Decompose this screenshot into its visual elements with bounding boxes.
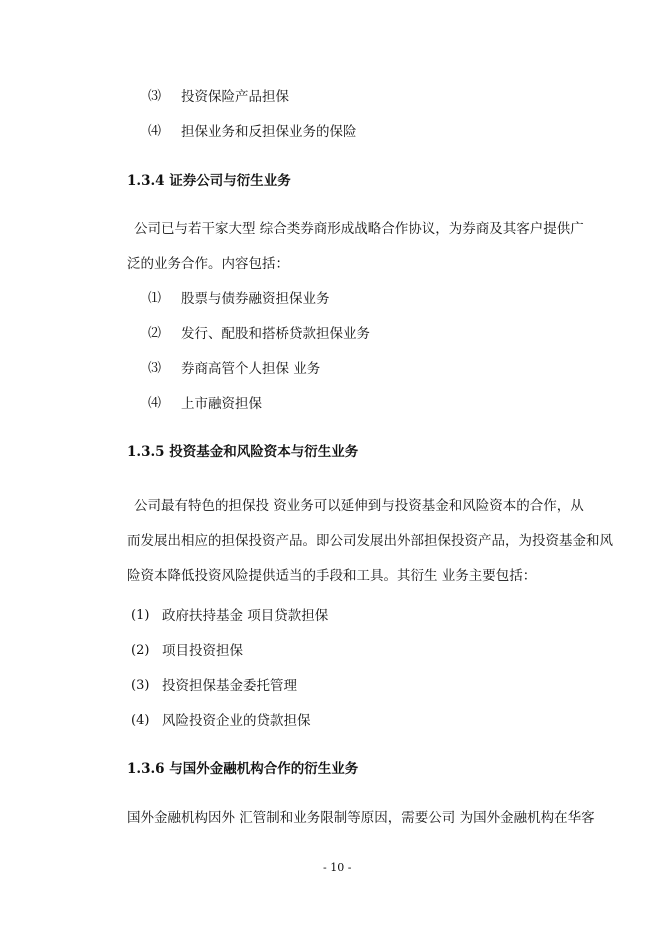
list-item: 投资保险产品担保 bbox=[181, 89, 289, 105]
paragraph-line: 公司已与若干家大型 综合类券商形成战略合作协议，为券商及其客户提供广 bbox=[134, 221, 584, 237]
list-item: 项目投资担保 bbox=[162, 643, 243, 659]
list-item: 券商高管个人担保 业务 bbox=[181, 361, 321, 377]
list-item: 投资担保基金委托管理 bbox=[162, 678, 297, 694]
paragraph-line: 泛的业务合作。内容包括： bbox=[127, 256, 289, 272]
list-number: (3) bbox=[131, 678, 150, 693]
page-number: - 10 - bbox=[323, 861, 352, 874]
list-number: ⑶ bbox=[148, 361, 162, 376]
list-item: 担保业务和反担保业务的保险 bbox=[181, 124, 357, 140]
paragraph-line: 公司最有特色的担保投 资业务可以延伸到与投资基金和风险资本的合作，从 bbox=[134, 498, 584, 514]
list-item: 风险投资企业的贷款担保 bbox=[162, 713, 311, 729]
list-number: ⑵ bbox=[148, 326, 162, 341]
section-heading: 1.3.5 投资基金和风险资本与衍生业务 bbox=[127, 444, 359, 460]
list-item: 股票与债券融资担保业务 bbox=[181, 291, 330, 307]
paragraph-line: 而发展出相应的担保投资产品。即公司发展出外部担保投资产品，为投资基金和风 bbox=[127, 533, 613, 549]
list-number: (2) bbox=[131, 643, 150, 658]
list-number: ⑴ bbox=[148, 291, 162, 306]
list-item: 政府扶持基金 项目贷款担保 bbox=[162, 608, 329, 624]
list-number: ⑷ bbox=[148, 396, 162, 411]
list-item: 上市融资担保 bbox=[181, 396, 262, 412]
list-number: ⑶ bbox=[148, 89, 162, 104]
list-number: (1) bbox=[131, 608, 150, 623]
list-number: ⑷ bbox=[148, 124, 162, 139]
list-item: 发行、配股和搭桥贷款担保业务 bbox=[181, 326, 370, 342]
section-heading: 1.3.6 与国外金融机构合作的衍生业务 bbox=[127, 761, 359, 777]
paragraph-line: 国外金融机构因外 汇管制和业务限制等原因，需要公司 为国外金融机构在华客 bbox=[127, 810, 595, 826]
list-number: (4) bbox=[131, 713, 150, 728]
section-heading: 1.3.4 证券公司与衍生业务 bbox=[127, 173, 291, 189]
paragraph-line: 险资本降低投资风险提供适当的手段和工具。其衍生 业务主要包括： bbox=[127, 568, 537, 584]
